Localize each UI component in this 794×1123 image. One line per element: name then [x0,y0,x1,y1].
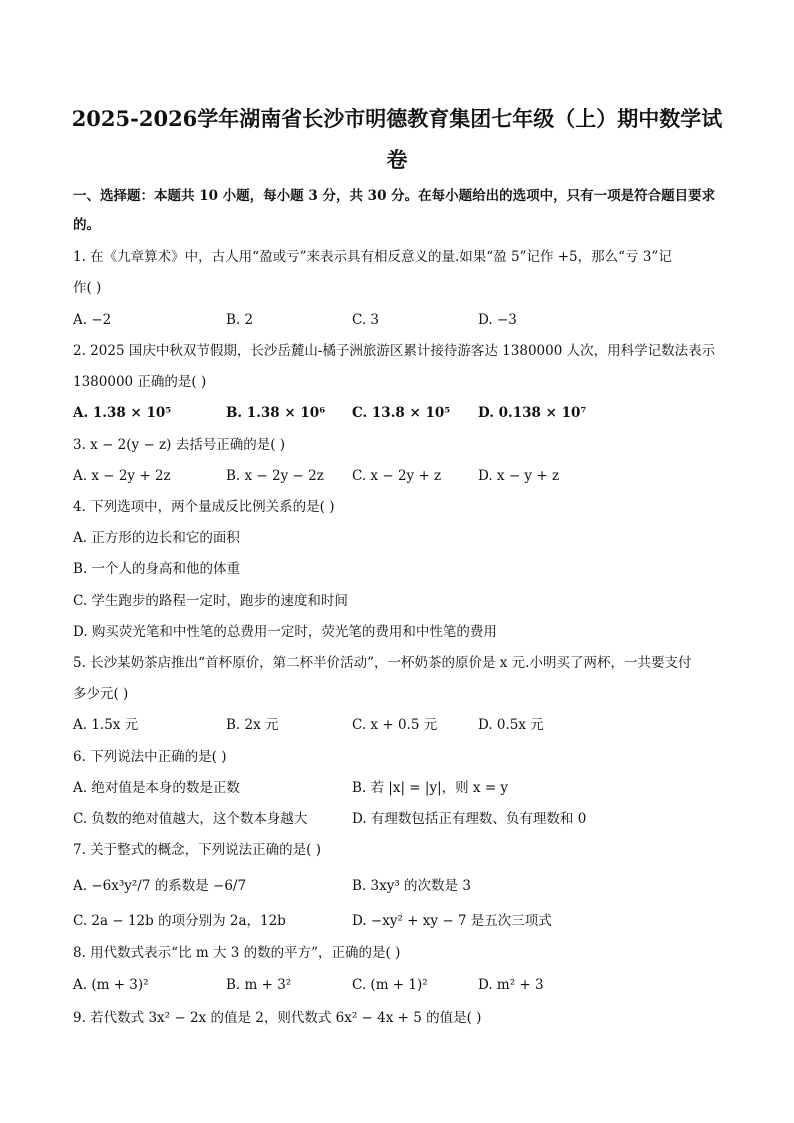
section-heading-line-1: 一、选择题：本题共 10 小题，每小题 3 分，共 30 分。在每小题给出的选项中，只有一项是符合题目要求 [73,188,716,204]
q2-stem-line-2: 1380000 正确的是( ) [73,374,207,390]
q1-option-d[interactable]: D. −3 [478,312,517,328]
q8-option-c[interactable]: C. (m + 1)² [352,977,428,993]
q1-option-a[interactable]: A. −2 [73,312,112,328]
q5-stem-line-2: 多少元( ) [73,686,129,702]
q5-option-a[interactable]: A. 1.5x 元 [73,717,139,733]
q4-option-b[interactable]: B. 一个人的身高和他的体重 [73,561,241,577]
q2-option-a[interactable]: A. 1.38 × 10⁵ [73,405,172,421]
q3-option-c[interactable]: C. x − 2y + z [352,468,442,484]
q1-stem-line-2: 作( ) [73,280,102,296]
q1-option-b[interactable]: B. 2 [226,312,254,328]
q4-option-d[interactable]: D. 购买荧光笔和中性笔的总费用一定时，荧光笔的费用和中性笔的费用 [73,624,497,640]
q9-stem-line-1: 9. 若代数式 3x² − 2x 的值是 2，则代数式 6x² − 4x + 5 的值是( ) [73,1010,482,1026]
q5-option-c[interactable]: C. x + 0.5 元 [352,717,438,733]
q7-option-b[interactable]: B. 3xy³ 的次数是 3 [352,878,471,894]
q7-option-c[interactable]: C. 2a − 12b 的项分别为 2a，12b [73,913,286,929]
q4-option-a[interactable]: A. 正方形的边长和它的面积 [73,530,240,546]
exam-title-line-2: 卷 [386,147,408,172]
q6-option-b[interactable]: B. 若 |x| = |y|，则 x = y [352,780,509,796]
q1-option-c[interactable]: C. 3 [352,312,380,328]
q2-option-b[interactable]: B. 1.38 × 10⁶ [226,405,326,421]
q5-option-b[interactable]: B. 2x 元 [226,717,279,733]
q7-option-a[interactable]: A. −6x³y²/7 的系数是 −6/7 [73,878,247,894]
q3-option-d[interactable]: D. x − y + z [478,468,560,484]
q2-stem-line-1: 2. 2025 国庆中秋双节假期，长沙岳麓山-橘子洲旅游区累计接待游客达 1380000 人次，用科学记数法表示 [73,343,716,359]
q4-option-c[interactable]: C. 学生跑步的路程一定时，跑步的速度和时间 [73,593,348,609]
section-heading-line-2: 的。 [73,217,100,233]
q6-stem-line-1: 6. 下列说法中正确的是( ) [73,749,227,765]
q6-option-a[interactable]: A. 绝对值是本身的数是正数 [73,780,240,796]
q8-option-a[interactable]: A. (m + 3)² [73,977,149,993]
q7-stem-line-1: 7. 关于整式的概念，下列说法正确的是( ) [73,842,321,858]
q8-option-d[interactable]: D. m² + 3 [478,977,544,993]
q6-option-d[interactable]: D. 有理数包括正有理数、负有理数和 0 [352,811,587,827]
q3-stem-line-1: 3. x − 2(y − z) 去括号正确的是( ) [73,437,286,453]
q6-option-c[interactable]: C. 负数的绝对值越大，这个数本身越大 [73,811,308,827]
q5-stem-line-1: 5. 长沙某奶茶店推出“首杯原价，第二杯半价活动”，一杯奶茶的原价是 x 元.小明买了两杯，一共要支付 [73,655,692,671]
q8-option-b[interactable]: B. m + 3² [226,977,292,993]
q3-option-a[interactable]: A. x − 2y + 2z [73,468,171,484]
q1-stem-line-1: 1. 在《九章算术》中，古人用“盈或亏”来表示具有相反意义的量.如果“盈 5”记作 +5，那么“亏 3”记 [73,249,672,265]
exam-title-line-1: 2025-2026学年湖南省长沙市明德教育集团七年级（上）期中数学试 [71,106,723,131]
q8-stem-line-1: 8. 用代数式表示“比 m 大 3 的数的平方”，正确的是( ) [73,945,401,961]
q7-option-d[interactable]: D. −xy² + xy − 7 是五次三项式 [352,913,552,929]
q5-option-d[interactable]: D. 0.5x 元 [478,717,544,733]
q2-option-d[interactable]: D. 0.138 × 10⁷ [478,405,587,421]
q2-option-c[interactable]: C. 13.8 × 10⁵ [352,405,451,421]
q3-option-b[interactable]: B. x − 2y − 2z [226,468,324,484]
q4-stem-line-1: 4. 下列选项中，两个量成反比例关系的是( ) [73,499,335,515]
